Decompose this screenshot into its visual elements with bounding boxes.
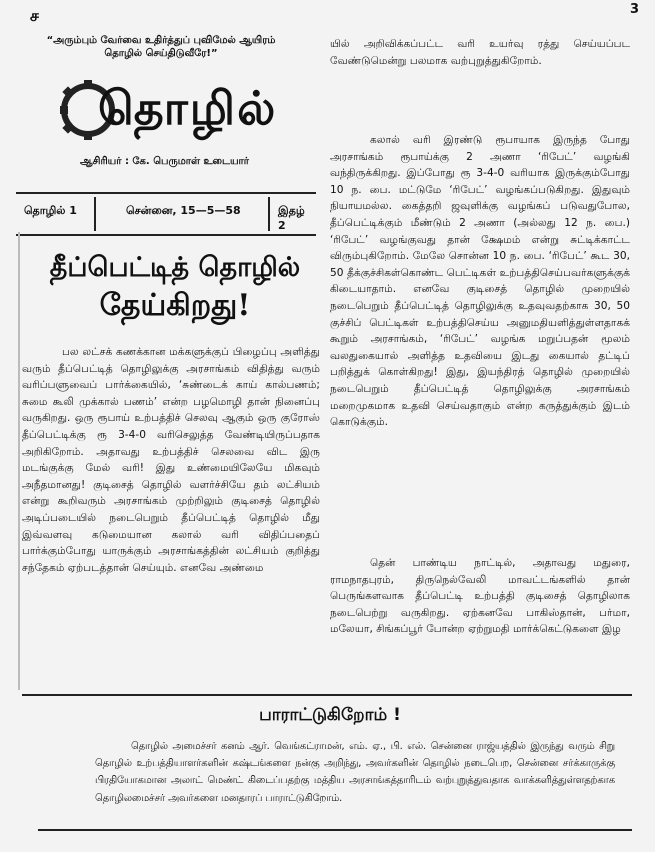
article-left-column (22, 344, 320, 576)
appreciation-body (95, 738, 615, 807)
masthead-title: தொழில் (98, 81, 278, 135)
article-subheadline: தேய்கிறது! (99, 288, 251, 323)
article-right-top (330, 36, 630, 69)
editor-line: ஆசிரியர் : கே. பெருமாள் உடையார் (80, 156, 249, 167)
issue-number: இதழ் 2 (278, 204, 305, 232)
article-paragraph: யில் அறிவிக்கப்பட்ட வரி உயர்வு ரத்து செய்யப்பட வேண்டுமென்று பலமாக வற்புறுத்துகிறோம். (330, 38, 630, 67)
article-right-bottom (330, 555, 630, 638)
issue-date: சென்னை, 15—5—58 (126, 204, 241, 217)
column-divider (18, 232, 20, 690)
article-paragraph: பல லட்சக் கணக்கான மக்களுக்குப் பிழைப்பு அளித்து வரும் தீப்பெட்டித் தொழிலுக்கு அரசாங்கம் விதித்து வரும் வரிப்பளுவைப் பார்க்கையில், ‘சுண்டைக் காய் கால்பணம்; சுமை கூலி முக்கால் பணம்’ என்ற பழமொழி தான் நினைப்பு வருகிறது. ஒரு ரூபாய் உற்பத்திச் செலவு ஆகும் ஒரு குரோஸ் தீப்பெட்டிக்கு ரூ 3-4-0 வரிசெலுத்த வேண்டியிருப்பதாக அறிகிறோம். அதாவது உற்பத்திச் செலவை விட இரு மடங்குக்கு மேல் வரி! இது உண்மையிலேயே மிகவும் அநீதமானது! குடிசைத் தொழில் வளர்ச்சியே தம் லட்சியம் என்று கூறிவரும் அரசாங்கம் முற்றிலும் குடிசைத் தொழில் அடிப்படையில் நடைபெறும் தீப்பெட்டித் தொழில் மீது இவ்வளவு கடுமையான கலால் வரி விதிப்பதைப் பார்க்கும்போது யாருக்கும் அரசாங்கத்தின் லட்சியம் குறித்து சந்தேகம் ஏற்படத்தான் செய்யும். எனவே அண்மை (22, 346, 320, 574)
article-headline: தீப்பெட்டித் தொழில் (49, 252, 301, 283)
issue-bar (16, 192, 316, 236)
article-paragraph: கலால் வரி இரண்டு ரூபாயாக இருந்த போது அரசாங்கம் ரூபாய்க்கு 2 அணா ‘ரிபேட்’ வழங்கி வந்திருக்கிறது. இப்போது ரூ 3-4-0 வரியாக இருக்கும்போது 10 ந. பை. மட்டுமே ‘ரிபேட்’ வழங்கப்படுகிறது. இதுவும் நியாயமல்ல. கைத்தறி ஜவுளிக்கு வழங்கப் படுவதுபோல, தீப்பெட்டிக்கும் மீண்டும் 2 அணா (அல்லது 12 ந. பை.) ‘ரிபேட்’ வழங்குவது தான் க்ஷேமம் என்று சுட்டிக்காட்ட விரும்புகிறோம். மேலே சொன்ன 10 ந. பை. ‘ரிபேட்’ கூட 30, 50 தீக்குச்சிகள்கொண்ட பெட்டிகள் உற்பத்திசெய்பவர்களுக்குக் கிடையாதாம். எனவே குடிசைத் தொழில் முறையில் நடைபெறும் தீப்பெட்டித் தொழிலுக்கு உதவுவதற்காக 30, 50 குச்சிப் பெட்டிகள் உற்பத்திசெய்ய அனுமதியளித்துள்ளதாகக் கூறும் அரசாங்கம், ‘ரிபேட்’ வழங்க மறுப்பதன் மூலம் வலதுகையால் அளித்த உதவியை இடது கையால் தட்டிப் பறித்துக் கொள்கிறது! இது, இயந்திரத் தொழில் முறையில் நடைபெறும் தீப்பெட்டித் தொழிலுக்கு அரசாங்கம் மறைமுகமாக உதவி செய்வதாகும் என்ற கருத்துக்கும் இடம் கொடுக்கும். (330, 134, 630, 429)
issue-divider (268, 197, 270, 231)
article-right-middle (330, 132, 630, 431)
appreciation-paragraph: தொழில் அமைச்சர் கனம் ஆர். வெங்கட்ராமன், எம். ஏ., பி. எல். சென்னை ராஜ்யத்தில் இருந்து வரும் சிறு தொழில் உற்பத்தியாளர்களின் கஷ்டங்களை நன்கு அறிந்து, அவர்களின் தொழில் நடைபெற, சென்னை சர்க்காருக்கு பிரதியோகமான அலாட் மெண்ட் கிடைப்பதற்கு மத்திய அரசாங்கத்தாரிடம் வற்புறுத்துவதாக வாக்களித்துள்ளதற்காக தொழிலமைச்சர் அவர்களை மனதாரப் பாராட்டுகிறோம். (95, 741, 615, 804)
section-divider (22, 694, 632, 696)
article-paragraph: தென் பாண்டிய நாட்டில், அதாவது மதுரை, ராமநாதபுரம், திருநெல்வேலி மாவட்டங்களில் தான் பெருங்களவாக தீப்பெட்டி உற்பத்தி குடிசைத் தொழிலாக நடைபெற்று வருகிறது. ஏற்கனவே பாகிஸ்தான், பர்மா, மலேயா, சிங்கப்பூர் போன்ற ஏற்றுமதி மார்க்கெட்டுகளை இழ (330, 557, 630, 636)
issue-volume: தொழில் 1 (24, 204, 77, 217)
masthead-motto: “அரும்பும் வேர்வை உதிர்த்துப் புவிமேல் ஆயிரம் தொழில் செய்திடுவீரே!” (46, 35, 276, 59)
issue-divider (94, 197, 96, 231)
corner-mark: ச (30, 6, 39, 25)
appreciation-title: பாராட்டுகிறோம் ! (259, 705, 401, 725)
masthead-logo (58, 74, 288, 142)
bottom-rule (38, 829, 632, 831)
page-number: 3 (629, 2, 639, 17)
